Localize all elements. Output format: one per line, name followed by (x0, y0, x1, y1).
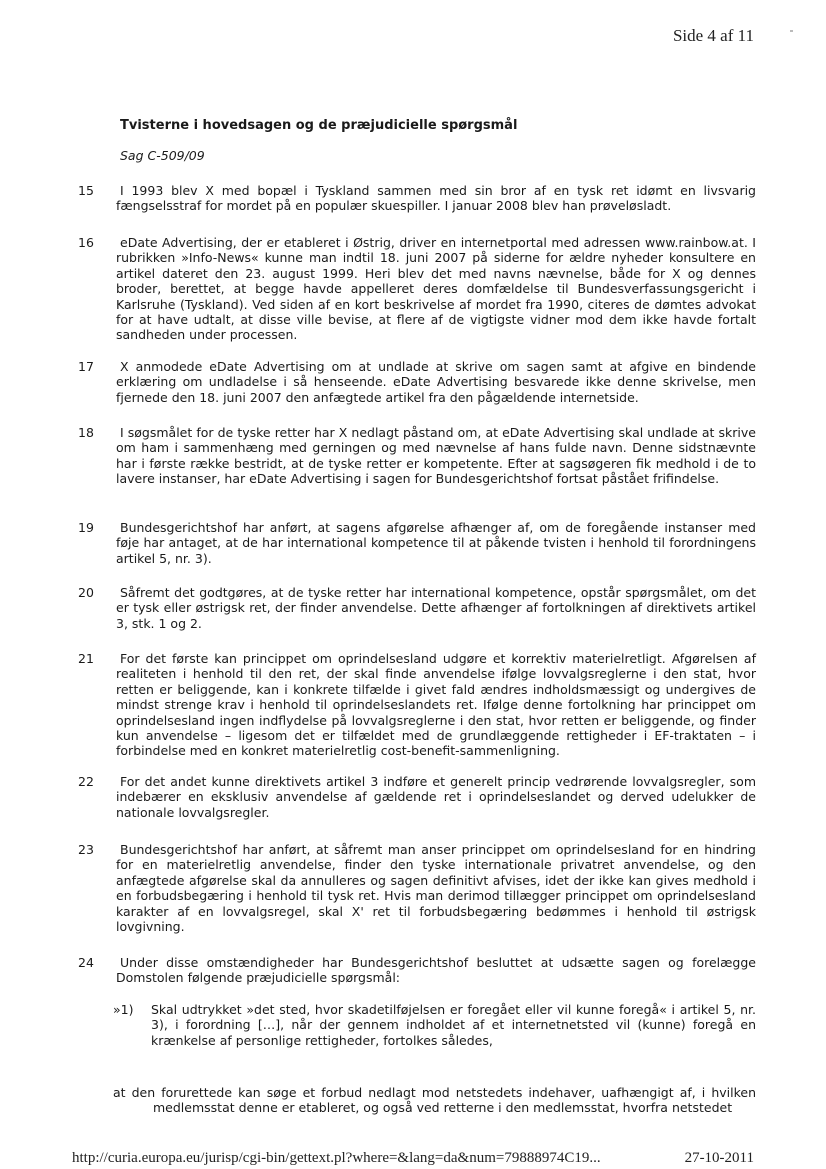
paragraph-number: 20 (78, 585, 94, 600)
paragraph-number: 23 (78, 842, 94, 857)
paragraph-text: eDate Advertising, der er etableret i Østrig, driver en internetportal med adressen www.rainbow.at. I rubrikken »Info-News« kunne man indtil 18. juni 2007 på siderne for ældre nyheder konsultere en artikel dateret den 23. august 1999. Heri blev det med navns nævnelse, både for X og dennes broder, berettet, at begge havde appelleret deres domfældelse til Bundesverfassungsgericht i Karlsruhe (Tyskland). Ved siden af en kort beskrivelse af mordet fra 1990, citeres de dømtes advokat for at have udtalt, at disse ville bevise, at flere af de vigtigste vidner mod dem ikke havde fortalt sandheden under processen. (116, 235, 756, 343)
paragraph-text: Bundesgerichtshof har anført, at såfremt man anser princippet om oprindelsesland for en hindring for en materielretlig anvendelse, finder den tyske internationale privatret anvendelse, og den anfægtede afgørelse skal da annulleres og sagen definitivt afvises, idet der ikke kan gives medhold i en forbudsbegæring i henhold til tysk ret. Hvis man derimod tillægger princippet om oprindelsesland karakter af en lovvalgsregel, skal X' ret til forbudsbegæring bedømmes i henhold til østrigsk lovgivning. (116, 842, 756, 935)
case-number: Sag C-509/09 (120, 148, 205, 163)
question-marker: »1) (113, 1002, 134, 1017)
source-url: http://curia.europa.eu/jurisp/cgi-bin/gettext.pl?where=&lang=da&num=79888974C19... (72, 1150, 601, 1166)
paragraph-number: 17 (78, 359, 94, 374)
paragraph-number: 21 (78, 651, 94, 666)
paragraph-text: For det første kan princippet om oprindelsesland udgøre et korrektiv materielretligt. Afgørelsen af realiteten i henhold til den ret, der skal finde anvendelse ifølge lovvalgsreglerne i den stat, hvor retten er beliggende, kan i konkrete tilfælde i givet fald ændres indholdsmæssigt og undergives de mindst strenge krav i henhold til oprindelseslandets ret. Ifølge denne fortolkning har princippet om oprindelsesland ingen indflydelse på lovvalgsreglerne i den stat, hvor retten er beliggende, og finder kun anvendelse – ligesom det er tilfældet med de grundlæggende rettigheder i EF-traktaten – i forbindelse med en konkret materielretlig cost-benefit-sammenligning. (116, 651, 756, 759)
paragraph-number: 19 (78, 520, 94, 535)
paragraph-number: 24 (78, 955, 94, 970)
paragraph-text: For det andet kunne direktivets artikel 3 indføre et generelt princip vedrørende lovvalgsregler, som indebærer en eksklusiv anvendelse af gældende ret i oprindelseslandet og derved udelukker de nationale lovvalgsregler. (116, 774, 756, 820)
paragraph-text: Såfremt det godtgøres, at de tyske retter har international kompetence, opstår spørgsmålet, om det er tysk eller østrigsk ret, der finder anvendelse. Dette afhænger af fortolkningen af direktivets artikel 3, stk. 1 og 2. (116, 585, 756, 631)
paragraph-text: Bundesgerichtshof har anført, at sagens afgørelse afhænger af, om de foregående instanser med føje har antaget, at de har international kompetence til at påkende tvisten i henhold til forordningens artikel 5, nr. 3). (116, 520, 756, 566)
scan-artifact (790, 30, 793, 32)
print-date: 27-10-2011 (684, 1150, 754, 1166)
paragraph-number: 22 (78, 774, 94, 789)
paragraph-number: 15 (78, 183, 94, 198)
paragraph-text: I 1993 blev X med bopæl i Tyskland sammen med sin bror af en tysk ret idømt en livsvarig fængselsstraf for mordet på en populær skuespiller. I januar 2008 blev han prøveløsladt. (116, 183, 756, 214)
page-footer (72, 1150, 754, 1167)
paragraph-text: X anmodede eDate Advertising om at undlade at skrive om sagen samt at afgive en bindende erklæring om undladelse i så henseende. eDate Advertising besvarede ikke denne skrivelse, men fjernede den 18. juni 2007 den anfægtede artikel fra den pågældende internetside. (116, 359, 756, 405)
paragraph-text: Under disse omstændigheder har Bundesgerichtshof besluttet at udsætte sagen og forelægge Domstolen følgende præjudicielle spørgsmål: (116, 955, 756, 986)
continuation-text: at den forurettede kan søge et forbud nedlagt mod netstedets indehaver, uafhængigt af, i hvilken medlemsstat denne er etableret, og også ved retterne i den medlemsstat, hvorfra netstedet (113, 1085, 756, 1116)
page-number-label: Side 4 af 11 (672, 26, 754, 45)
paragraph-number: 16 (78, 235, 94, 250)
question-text: Skal udtrykket »det sted, hvor skadetilføjelsen er foregået eller vil kunne foregå« i artikel 5, nr. 3), i forordning […], når der gennem indholdet af et internetnetsted vil (kunne) foregå en krænkelse af personlige rettigheder, fortolkes således, (151, 1002, 756, 1048)
section-heading: Tvisterne i hovedsagen og de præjudicielle spørgsmål (120, 118, 518, 133)
paragraph-number: 18 (78, 425, 94, 440)
paragraph-text: I søgsmålet for de tyske retter har X nedlagt påstand om, at eDate Advertising skal undlade at skrive om ham i sammenhæng med gerningen og med nævnelse af hans fulde navn. Denne sidstnævnte har i første række bestridt, at de tyske retter er kompetente. Efter at sagsøgeren fik medhold i de to lavere instanser, har eDate Advertising i sagen for Bundesgerichtshof fortsat påstået frifindelse. (116, 425, 756, 487)
